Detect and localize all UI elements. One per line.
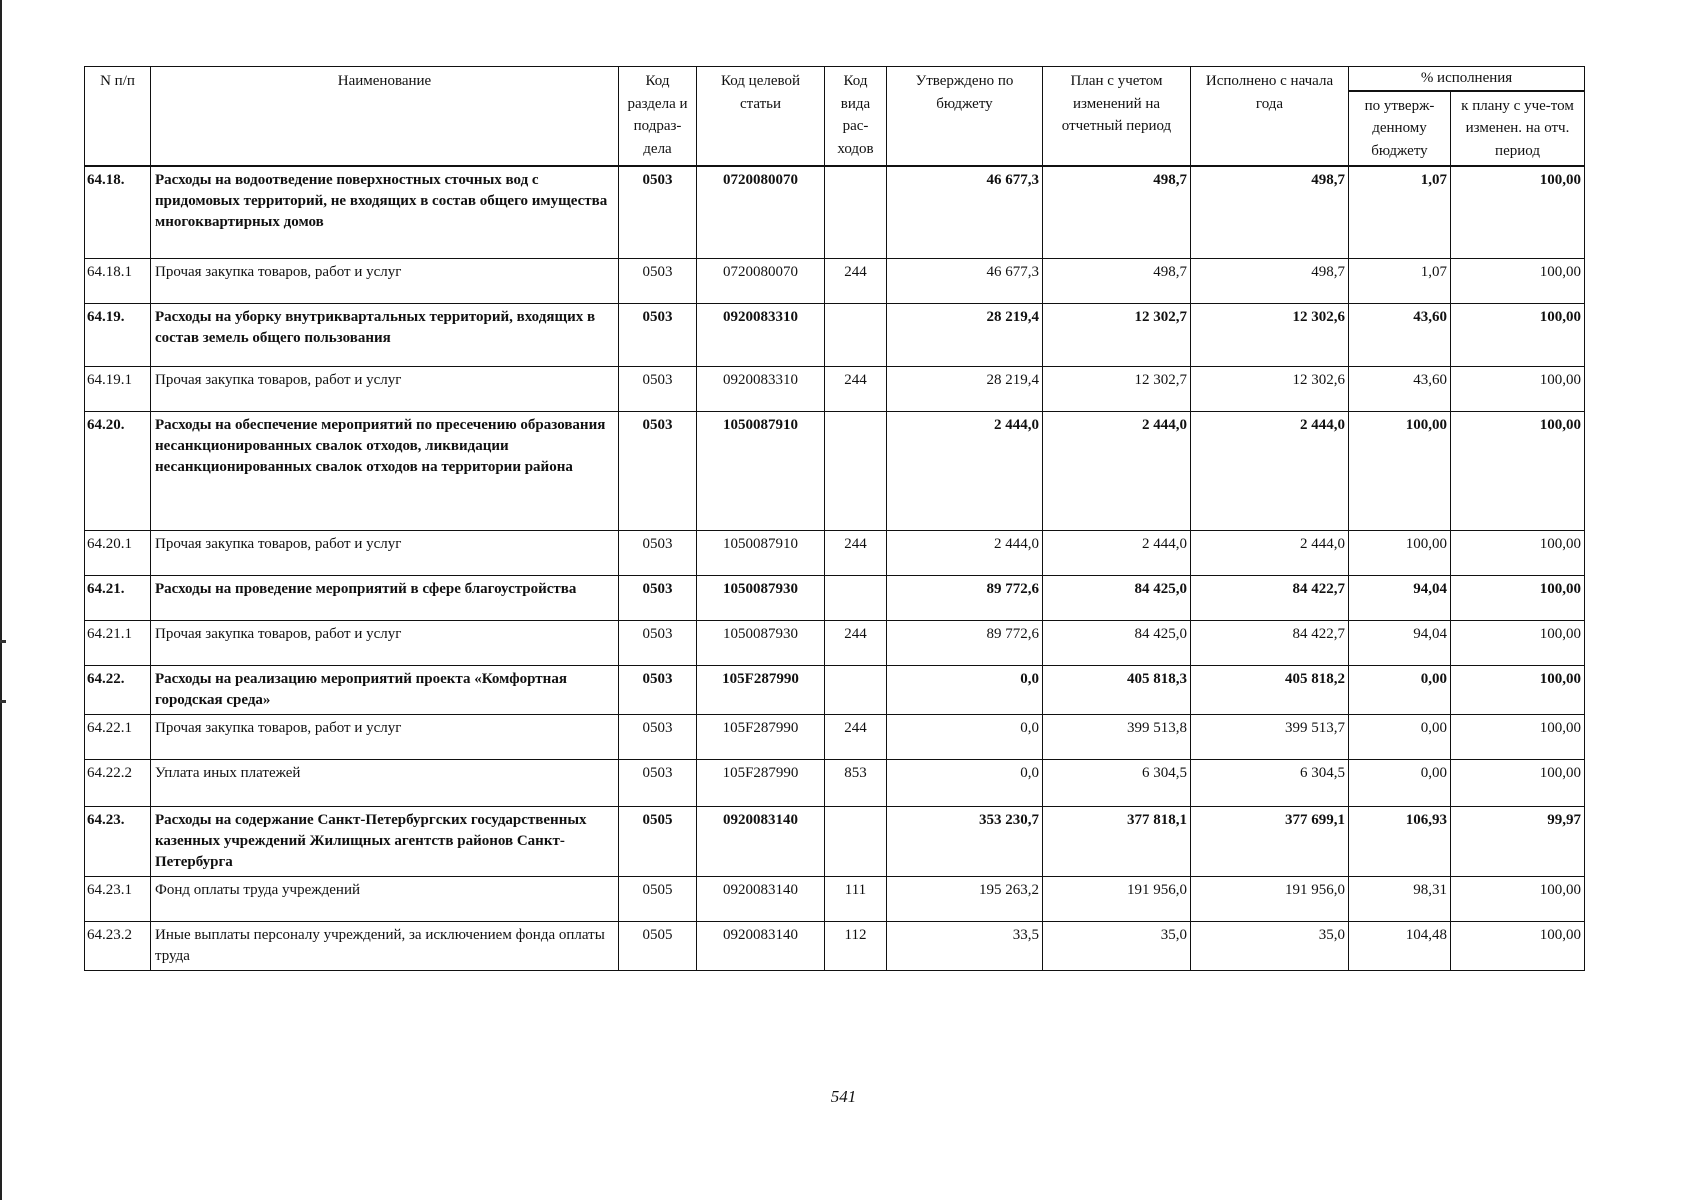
row-name: Прочая закупка товаров, работ и услуг <box>151 259 619 304</box>
row-name: Прочая закупка товаров, работ и услуг <box>151 715 619 760</box>
row-executed: 12 302,6 <box>1191 367 1349 412</box>
row-section-code: 0505 <box>619 922 697 971</box>
row-name: Прочая закупка товаров, работ и услуг <box>151 621 619 666</box>
row-name: Уплата иных платежей <box>151 760 619 807</box>
row-percent-budget: 1,07 <box>1349 259 1451 304</box>
row-percent-budget: 0,00 <box>1349 760 1451 807</box>
row-name: Прочая закупка товаров, работ и услуг <box>151 531 619 576</box>
header-approved: Утверждено по бюджету <box>887 67 1043 167</box>
row-percent-plan: 100,00 <box>1451 531 1585 576</box>
row-approved: 2 444,0 <box>887 531 1043 576</box>
row-section-code: 0503 <box>619 715 697 760</box>
table-row <box>85 807 1585 877</box>
row-section-code: 0503 <box>619 367 697 412</box>
row-percent-plan: 100,00 <box>1451 367 1585 412</box>
row-number: 64.23.2 <box>85 922 151 971</box>
row-target-code: 1050087930 <box>697 576 825 621</box>
row-expense-kind-code <box>825 576 887 621</box>
row-approved: 0,0 <box>887 760 1043 807</box>
row-executed: 6 304,5 <box>1191 760 1349 807</box>
row-plan: 377 818,1 <box>1043 807 1191 877</box>
row-number: 64.19.1 <box>85 367 151 412</box>
row-plan: 191 956,0 <box>1043 877 1191 922</box>
row-percent-budget: 104,48 <box>1349 922 1451 971</box>
row-approved: 46 677,3 <box>887 259 1043 304</box>
row-name: Расходы на содержание Санкт-Петербургских государственных казенных учреждений Жилищных агентств районов Санкт-Петербурга <box>151 807 619 877</box>
row-expense-kind-code <box>825 166 887 259</box>
table-row <box>85 621 1585 666</box>
row-target-code: 0920083140 <box>697 922 825 971</box>
row-executed: 2 444,0 <box>1191 412 1349 531</box>
row-plan: 498,7 <box>1043 166 1191 259</box>
row-percent-budget: 94,04 <box>1349 621 1451 666</box>
row-section-code: 0503 <box>619 412 697 531</box>
table-row <box>85 367 1585 412</box>
row-number: 64.18.1 <box>85 259 151 304</box>
row-percent-budget: 43,60 <box>1349 304 1451 367</box>
row-executed: 191 956,0 <box>1191 877 1349 922</box>
row-executed: 405 818,2 <box>1191 666 1349 715</box>
row-approved: 0,0 <box>887 666 1043 715</box>
table-row <box>85 877 1585 922</box>
row-target-code: 105F287990 <box>697 715 825 760</box>
row-section-code: 0503 <box>619 576 697 621</box>
scan-edge-mark <box>0 700 6 703</box>
row-expense-kind-code: 853 <box>825 760 887 807</box>
row-target-code: 0920083140 <box>697 877 825 922</box>
row-section-code: 0503 <box>619 531 697 576</box>
row-plan: 399 513,8 <box>1043 715 1191 760</box>
table-row <box>85 166 1585 259</box>
row-expense-kind-code: 244 <box>825 531 887 576</box>
row-plan: 6 304,5 <box>1043 760 1191 807</box>
header-percent-plan: к плану с уче-том изменен. на отч. период <box>1451 91 1585 167</box>
row-percent-plan: 100,00 <box>1451 922 1585 971</box>
row-plan: 2 444,0 <box>1043 531 1191 576</box>
row-plan: 84 425,0 <box>1043 576 1191 621</box>
row-target-code: 0720080070 <box>697 166 825 259</box>
row-number: 64.21. <box>85 576 151 621</box>
row-number: 64.20.1 <box>85 531 151 576</box>
row-percent-plan: 100,00 <box>1451 576 1585 621</box>
row-plan: 2 444,0 <box>1043 412 1191 531</box>
header-percent-group: % исполнения <box>1349 67 1585 91</box>
table-row <box>85 259 1585 304</box>
row-name: Расходы на водоотведение поверхностных сточных вод с придомовых территорий, не входящих в состав общего имущества многоквартирных домов <box>151 166 619 259</box>
row-section-code: 0503 <box>619 621 697 666</box>
row-executed: 84 422,7 <box>1191 576 1349 621</box>
row-percent-budget: 106,93 <box>1349 807 1451 877</box>
row-percent-budget: 98,31 <box>1349 877 1451 922</box>
row-percent-plan: 100,00 <box>1451 621 1585 666</box>
row-expense-kind-code: 112 <box>825 922 887 971</box>
row-plan: 498,7 <box>1043 259 1191 304</box>
row-name: Расходы на уборку внутриквартальных территорий, входящих в состав земель общего пользования <box>151 304 619 367</box>
row-plan: 84 425,0 <box>1043 621 1191 666</box>
header-no: N п/п <box>85 67 151 167</box>
row-expense-kind-code <box>825 304 887 367</box>
row-approved: 0,0 <box>887 715 1043 760</box>
row-number: 64.23.1 <box>85 877 151 922</box>
header-executed: Исполнено с начала года <box>1191 67 1349 167</box>
row-expense-kind-code <box>825 807 887 877</box>
row-section-code: 0505 <box>619 807 697 877</box>
row-percent-budget: 100,00 <box>1349 412 1451 531</box>
row-number: 64.19. <box>85 304 151 367</box>
row-number: 64.18. <box>85 166 151 259</box>
header-plan: План с учетом изменений на отчетный период <box>1043 67 1191 167</box>
row-percent-plan: 100,00 <box>1451 877 1585 922</box>
row-number: 64.20. <box>85 412 151 531</box>
row-plan: 405 818,3 <box>1043 666 1191 715</box>
row-percent-budget: 1,07 <box>1349 166 1451 259</box>
row-name: Расходы на обеспечение мероприятий по пресечению образования несанкционированных свалок отходов, ликвидации несанкционированных свалок отходов на территории района <box>151 412 619 531</box>
row-target-code: 1050087930 <box>697 621 825 666</box>
row-percent-budget: 100,00 <box>1349 531 1451 576</box>
row-approved: 33,5 <box>887 922 1043 971</box>
row-section-code: 0503 <box>619 666 697 715</box>
row-section-code: 0503 <box>619 166 697 259</box>
table-row <box>85 576 1585 621</box>
row-expense-kind-code: 244 <box>825 367 887 412</box>
row-percent-plan: 100,00 <box>1451 304 1585 367</box>
row-percent-plan: 100,00 <box>1451 166 1585 259</box>
row-section-code: 0503 <box>619 259 697 304</box>
header-target-code: Код целевой статьи <box>697 67 825 167</box>
row-name: Прочая закупка товаров, работ и услуг <box>151 367 619 412</box>
row-executed: 35,0 <box>1191 922 1349 971</box>
row-percent-budget: 43,60 <box>1349 367 1451 412</box>
row-name: Фонд оплаты труда учреждений <box>151 877 619 922</box>
row-expense-kind-code: 111 <box>825 877 887 922</box>
header-percent-budget: по утверж-денному бюджету <box>1349 91 1451 167</box>
header-section-code: Код раздела и подраз-дела <box>619 67 697 167</box>
row-section-code: 0505 <box>619 877 697 922</box>
row-name: Расходы на проведение мероприятий в сфере благоустройства <box>151 576 619 621</box>
row-percent-plan: 100,00 <box>1451 715 1585 760</box>
row-number: 64.22.1 <box>85 715 151 760</box>
scan-edge-mark <box>0 640 6 643</box>
row-plan: 12 302,7 <box>1043 304 1191 367</box>
row-approved: 46 677,3 <box>887 166 1043 259</box>
row-expense-kind-code: 244 <box>825 715 887 760</box>
row-percent-budget: 0,00 <box>1349 666 1451 715</box>
table-row <box>85 412 1585 531</box>
row-approved: 89 772,6 <box>887 576 1043 621</box>
row-section-code: 0503 <box>619 304 697 367</box>
row-approved: 353 230,7 <box>887 807 1043 877</box>
table-row <box>85 304 1585 367</box>
row-expense-kind-code <box>825 666 887 715</box>
row-percent-plan: 100,00 <box>1451 412 1585 531</box>
row-target-code: 0920083310 <box>697 367 825 412</box>
row-executed: 399 513,7 <box>1191 715 1349 760</box>
row-target-code: 105F287990 <box>697 760 825 807</box>
row-number: 64.22. <box>85 666 151 715</box>
row-executed: 2 444,0 <box>1191 531 1349 576</box>
row-target-code: 0920083310 <box>697 304 825 367</box>
row-executed: 498,7 <box>1191 259 1349 304</box>
row-name: Иные выплаты персоналу учреждений, за исключением фонда оплаты труда <box>151 922 619 971</box>
row-percent-plan: 100,00 <box>1451 666 1585 715</box>
row-percent-budget: 0,00 <box>1349 715 1451 760</box>
row-expense-kind-code: 244 <box>825 259 887 304</box>
table-body <box>85 166 1585 971</box>
row-target-code: 1050087910 <box>697 531 825 576</box>
table-row <box>85 760 1585 807</box>
row-percent-plan: 99,97 <box>1451 807 1585 877</box>
row-name: Расходы на реализацию мероприятий проекта «Комфортная городская среда» <box>151 666 619 715</box>
row-number: 64.21.1 <box>85 621 151 666</box>
row-percent-plan: 100,00 <box>1451 760 1585 807</box>
row-approved: 89 772,6 <box>887 621 1043 666</box>
row-expense-kind-code: 244 <box>825 621 887 666</box>
row-approved: 2 444,0 <box>887 412 1043 531</box>
row-target-code: 105F287990 <box>697 666 825 715</box>
row-executed: 12 302,6 <box>1191 304 1349 367</box>
row-target-code: 0720080070 <box>697 259 825 304</box>
table-row <box>85 666 1585 715</box>
budget-execution-table <box>84 66 1585 971</box>
row-target-code: 0920083140 <box>697 807 825 877</box>
page-number: 541 <box>830 1087 857 1106</box>
row-executed: 498,7 <box>1191 166 1349 259</box>
row-number: 64.22.2 <box>85 760 151 807</box>
table-header <box>85 67 1585 167</box>
row-executed: 84 422,7 <box>1191 621 1349 666</box>
row-executed: 377 699,1 <box>1191 807 1349 877</box>
row-percent-plan: 100,00 <box>1451 259 1585 304</box>
row-expense-kind-code <box>825 412 887 531</box>
row-plan: 35,0 <box>1043 922 1191 971</box>
row-target-code: 1050087910 <box>697 412 825 531</box>
row-plan: 12 302,7 <box>1043 367 1191 412</box>
row-number: 64.23. <box>85 807 151 877</box>
row-percent-budget: 94,04 <box>1349 576 1451 621</box>
table-row <box>85 531 1585 576</box>
header-expense-kind-code: Код вида рас-ходов <box>825 67 887 167</box>
row-approved: 28 219,4 <box>887 367 1043 412</box>
row-section-code: 0503 <box>619 760 697 807</box>
scan-left-edge <box>0 0 2 1200</box>
row-approved: 195 263,2 <box>887 877 1043 922</box>
header-name: Наименование <box>151 67 619 167</box>
table-row <box>85 922 1585 971</box>
row-approved: 28 219,4 <box>887 304 1043 367</box>
table-row <box>85 715 1585 760</box>
